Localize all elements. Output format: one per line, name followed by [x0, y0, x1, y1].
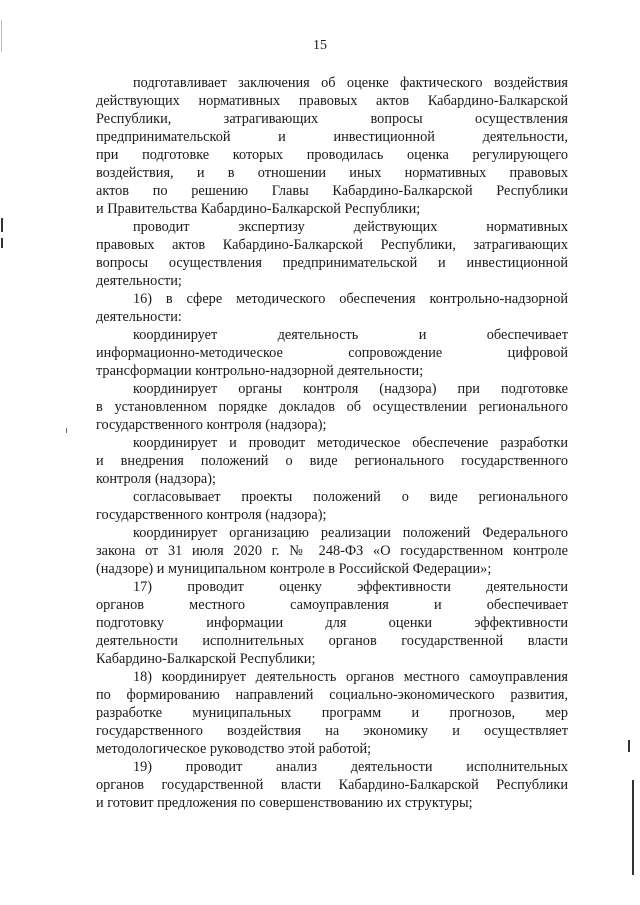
text-line: методологическое руководство этой работой;	[96, 741, 372, 757]
text-line: 19) проводит анализ деятельности исполнительных	[133, 759, 568, 775]
text-line: органов государственной власти Кабардино-Балкарской Республики	[96, 777, 568, 793]
text-line: Республики, затрагивающих вопросы осуществления	[96, 111, 568, 127]
document-body	[96, 74, 568, 812]
text-line: органов местного самоуправления и обеспечивает	[96, 597, 568, 613]
text-line: координирует деятельность и обеспечивает	[133, 327, 568, 343]
text-line: закона от 31 июля 2020 г. № 248-ФЗ «О государственном контроле	[96, 543, 568, 559]
text-line: актов по решению Главы Кабардино-Балкарской Республики	[96, 183, 568, 199]
scan-artifact	[632, 780, 634, 875]
text-line: действующих нормативных правовых актов Кабардино-Балкарской	[96, 93, 568, 109]
text-line: проводит экспертизу действующих нормативных	[133, 219, 568, 235]
scan-artifact	[1, 238, 3, 248]
text-line: координирует организацию реализации положений Федерального	[133, 525, 568, 541]
text-line: предпринимательской и инвестиционной деятельности,	[96, 129, 568, 145]
text-line: 18) координирует деятельность органов местного самоуправления	[133, 669, 568, 685]
text-line: Кабардино-Балкарской Республики;	[96, 651, 316, 667]
text-line: государственного контроля (надзора);	[96, 507, 327, 523]
scan-artifact	[66, 428, 67, 433]
scan-artifact	[1, 218, 3, 232]
scan-artifact	[1, 20, 2, 52]
scan-artifact	[628, 740, 630, 752]
text-line: подготовку информации для оценки эффективности	[96, 615, 568, 631]
text-line: согласовывает проекты положений о виде регионального	[133, 489, 568, 505]
text-line: трансформации контрольно-надзорной деятельности;	[96, 363, 424, 379]
text-line: информационно-методическое сопровождение цифровой	[96, 345, 568, 361]
text-line: и внедрения положений о виде регионального государственного	[96, 453, 568, 469]
text-line: разработке муниципальных программ и прогнозов, мер	[96, 705, 568, 721]
text-line: государственного воздействия на экономику и осуществляет	[96, 723, 568, 739]
text-line: деятельности;	[96, 273, 182, 289]
text-line: координирует и проводит методическое обеспечение разработки	[133, 435, 568, 451]
text-line: 16) в сфере методического обеспечения контрольно-надзорной	[133, 291, 568, 307]
text-line: при подготовке которых проводилась оценка регулирующего	[96, 147, 568, 163]
text-line: государственного контроля (надзора);	[96, 417, 327, 433]
text-line: в установленном порядке докладов об осуществлении регионального	[96, 399, 568, 415]
text-line: 17) проводит оценку эффективности деятельности	[133, 579, 568, 595]
text-line: деятельности:	[96, 309, 182, 325]
text-line: воздействия, и в отношении иных нормативных правовых	[96, 165, 568, 181]
text-line: и готовит предложения по совершенствованию их структуры;	[96, 795, 473, 811]
page-number: 15	[313, 38, 327, 53]
text-line: правовых актов Кабардино-Балкарской Республики, затрагивающих	[96, 237, 568, 253]
text-line: (надзоре) и муниципальном контроле в Российской Федерации»;	[96, 561, 492, 577]
text-line: и Правительства Кабардино-Балкарской Республики;	[96, 201, 421, 217]
text-line: деятельности исполнительных органов государственной власти	[96, 633, 568, 649]
text-line: координирует органы контроля (надзора) при подготовке	[133, 381, 568, 397]
text-line: подготавливает заключения об оценке фактического воздействия	[133, 75, 568, 91]
text-line: вопросы осуществления предпринимательской и инвестиционной	[96, 255, 568, 271]
text-line: по формированию направлений социально-экономического развития,	[96, 687, 568, 703]
text-line: контроля (надзора);	[96, 471, 216, 487]
